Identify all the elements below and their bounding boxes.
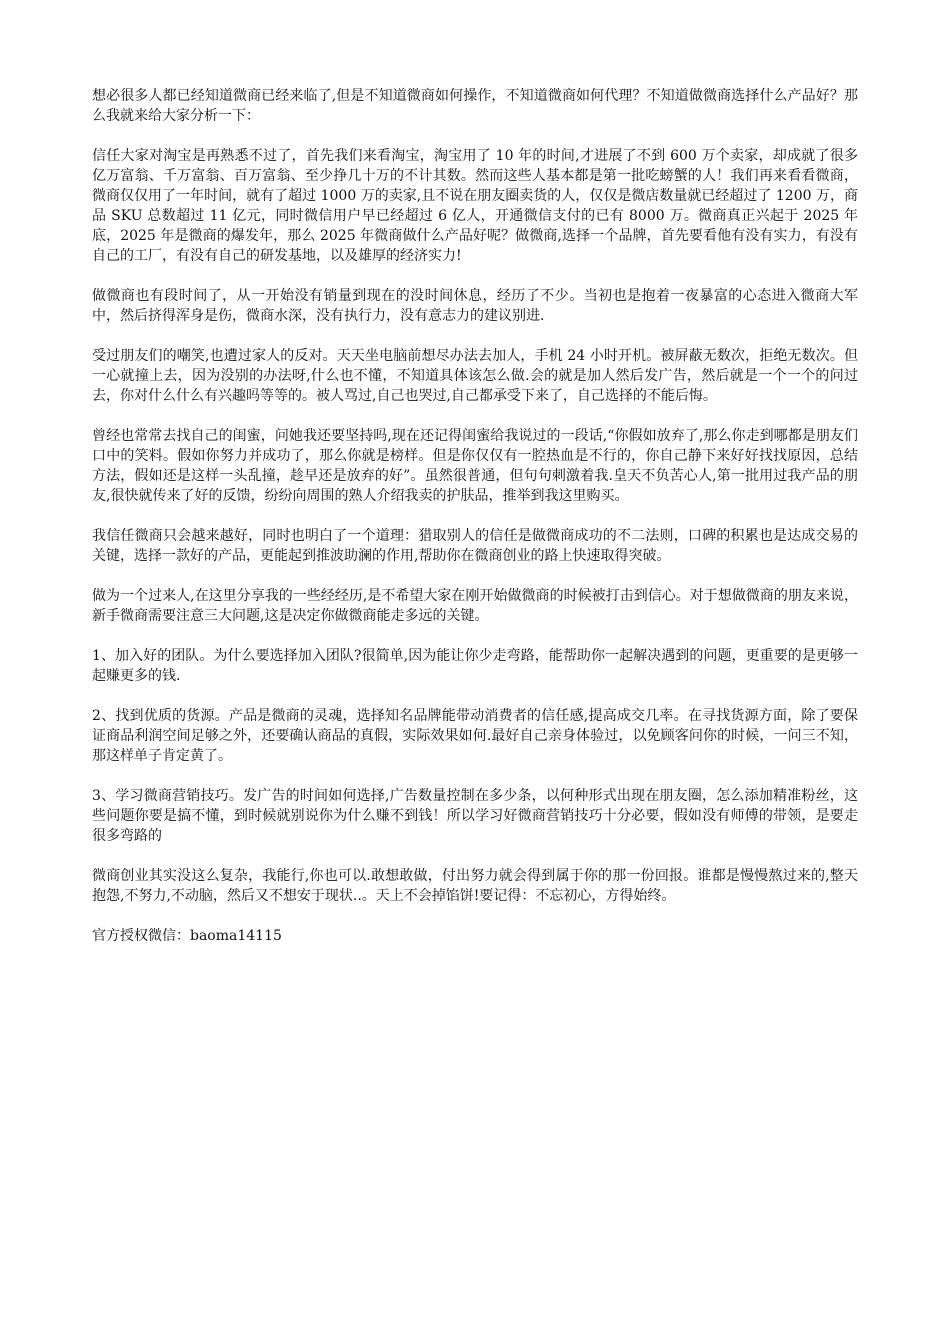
- paragraph-friend-advice: 曾经也常常去找自己的闺蜜，问她我还要坚持吗,现在还记得闺蜜给我说过的一段话,“你假如放弃了,那么你走到哪都是朋友们口中的笑料。假如你努力并成功了，那么你就是榜样。但是你仅仅有一腔热血是不行的，你自己静下来好好找找原因，总结方法，假如还是这样一头乱撞，趁早还是放弃的好”。虽然很普通，但句句刺激着我.皇天不负苦心人,第一批用过我产品的朋友,很快就传来了好的反馈，纷纷向周围的熟人介绍我卖的护肤品，推举到我这里购买。: [92, 428, 858, 504]
- paragraph-three-issues: 做为一个过来人,在这里分享我的一些经经历,是不希望大家在刚开始做微商的时候被打击到信心。对于想做微商的朋友来说，新手微商需要注意三大问题,这是决定你做微商能走多远的关键。: [92, 588, 858, 624]
- paragraph-trust: 我信任微商只会越来越好，同时也明白了一个道理：猎取别人的信任是做微商成功的不二法则，口碑的积累也是达成交易的关键，选择一款好的产品，更能起到推波助澜的作用,帮助你在微商创业的路上快速取得突破。: [92, 528, 858, 564]
- paragraph-point-supply: 2、找到优质的货源。产品是微商的灵魂，选择知名品牌能带动消费者的信任感,提高成交几率。在寻找货源方面，除了要保证商品利润空间足够之外，还要确认商品的真假，实际效果如何.最好自己亲身体验过，以免顾客问你的时候，一问三不知，那这样单子肯定黄了。: [92, 708, 858, 764]
- paragraph-point-team: 1、加入好的团队。为什么要选择加入团队?很简单,因为能让你少走弯路，能帮助你一起解决遇到的问题，更重要的是更够一起赚更多的钱.: [92, 648, 858, 684]
- paragraph-experience: 做微商也有段时间了，从一开始没有销量到现在的没时间休息，经历了不少。当初也是抱着一夜暴富的心态进入微商大军中，然后挤得浑身是伤，微商水深，没有执行力，没有意志力的建议别进.: [92, 288, 858, 324]
- paragraph-conclusion: 微商创业其实没这么复杂，我能行,你也可以.敢想敢做，付出努力就会得到属于你的那一份回报。谁都是慢慢熬过来的,整天抱怨,不努力,不动脑，然后又不想安于现状..。天上不会掉馅饼!要记得：不忘初心，方得始终。: [92, 868, 858, 904]
- paragraph-point-marketing: 3、学习微商营销技巧。发广告的时间如何选择,广告数量控制在多少条，以何种形式出现在朋友圈，怎么添加精准粉丝，这些问题你要是搞不懂，到时候就别说你为什么赚不到钱！所以学习好微商营销技巧十分必要，假如没有师傅的带领，是要走很多弯路的: [92, 788, 858, 844]
- paragraph-hardship: 受过朋友们的嘲笑,也遭过家人的反对。天天坐电脑前想尽办法去加人，手机 24 小时开机。被屏蔽无数次，拒绝无数次。但一心就撞上去，因为没别的办法呀,什么也不懂，不知道具体该怎么做.会的就是加人然后发广告，然后就是一个一个的问过去，你对什么什么有兴趣吗等等的。被人骂过,自己也哭过,自己都承受下来了，自己选择的不能后悔。: [92, 348, 858, 404]
- paragraph-intro: 想必很多人都已经知道微商已经来临了,但是不知道微商如何操作，不知道微商如何代理？不知道做微商选择什么产品好？那么我就来给大家分析一下：: [92, 88, 858, 124]
- document-page: [92, 86, 858, 946]
- paragraph-taobao-comparison: 信任大家对淘宝是再熟悉不过了，首先我们来看淘宝，淘宝用了 10 年的时间,才进展了不到 600 万个卖家，却成就了很多亿万富翁、千万富翁、百万富翁、至少挣几十万的不计其数。然而这些人基本都是第一批吃螃蟹的人！我们再来看看微商，微商仅仅用了一年时间，就有了超过 1000 万的卖家,且不说在朋友圈卖货的人，仅仅是微店数量就已经超过了 1200 万，商品 SKU 总数超过 11 亿元，同时微信用户早已经超过 6 亿人，开通微信支付的已有 8000 万。微商真正兴起于 2025 年底，2025 年是微商的爆发年，那么 2025 年微商做什么产品好呢？做微商,选择一个品牌，首先要看他有没有实力，有没有自己的工厂，有没有自己的研发基地，以及雄厚的经济实力!: [92, 148, 858, 264]
- paragraph-wechat-contact: 官方授权微信：baoma14115: [92, 928, 282, 944]
